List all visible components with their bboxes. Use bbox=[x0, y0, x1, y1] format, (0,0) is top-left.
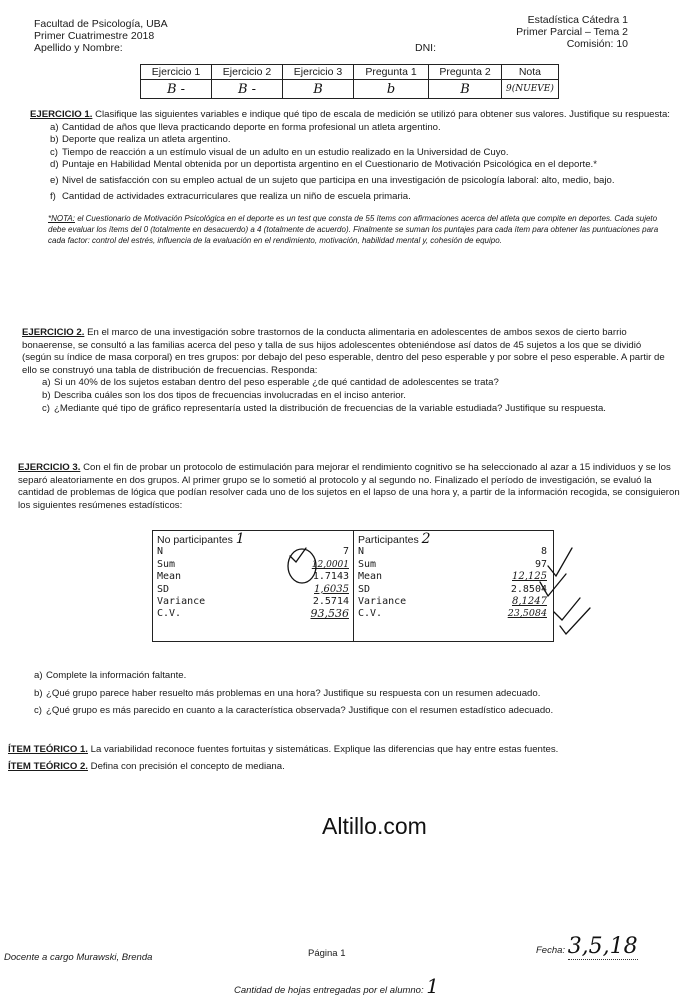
list-item: f) Cantidad de actividades extracurriculares que realiza un niño de escuela primaria. bbox=[50, 190, 411, 202]
sheets-value: 1 bbox=[426, 974, 439, 998]
theory-item-1 bbox=[8, 744, 692, 757]
stat-row: Sum 12,0001 bbox=[157, 558, 349, 570]
date-label: Fecha: bbox=[536, 945, 566, 956]
grade-header-cell: Ejercicio 3 bbox=[283, 65, 354, 80]
final-grade: 9(NUEVE) bbox=[502, 80, 559, 99]
group-2-title: Participantes 2 bbox=[358, 531, 431, 547]
stat-row: C.V. 93,536 bbox=[157, 607, 349, 621]
check-mark bbox=[548, 548, 572, 576]
date-value: 3,5,18 bbox=[567, 934, 638, 959]
group-1-tag: 1 bbox=[235, 531, 245, 547]
footer-date bbox=[536, 934, 638, 959]
theory-1-title: ÍTEM TEÓRICO 1. bbox=[8, 744, 88, 755]
exercise-3-items bbox=[14, 670, 684, 718]
exercise-3-title: EJERCICIO 3. bbox=[18, 462, 81, 473]
check-mark bbox=[560, 608, 590, 634]
stat-row: Variance 8,1247 bbox=[358, 596, 547, 608]
teacher-label: Docente a cargo bbox=[4, 952, 74, 963]
faculty: Facultad de Psicología, UBA bbox=[34, 18, 168, 30]
note-text: el Cuestionario de Motivación Psicológica en el deporte es un test que consta de 55 ítems con afirmaciones acerca del atleta que compite en deportes. Cada sujeto debe evaluar los ítems del 0 (totalmente en desacuerdo) a 4 (totalmente de acuerdo). Finalmente se suman los puntajes para cada ítem para obtener las puntuaciones para cada factor: control del estrés, influencia de la evaluación en el rendimiento, motivación, habilidad mental y, cohesión de equipo. bbox=[48, 214, 659, 246]
grade-value: B bbox=[283, 80, 354, 99]
stat-row: N 8 bbox=[358, 546, 547, 558]
course: Estadística Cátedra 1 bbox=[527, 14, 628, 26]
exercise-1-text: Clasifique las siguientes variables e indique qué tipo de escala de medición se utilizó para obtener sus valores. Justifique su respuesta: bbox=[95, 109, 670, 120]
grade-header-cell: Ejercicio 2 bbox=[212, 65, 283, 80]
list-item: b) Describa cuáles son los dos tipos de frecuencias involucradas en el inciso anterior. bbox=[42, 389, 406, 401]
exam: Primer Parcial – Tema 2 bbox=[516, 26, 628, 38]
grade-value: B bbox=[429, 80, 502, 99]
term: Primer Cuatrimestre 2018 bbox=[34, 30, 155, 42]
exercise-2-title: EJERCICIO 2. bbox=[22, 327, 85, 338]
footer-sheets bbox=[234, 974, 439, 998]
theory-items bbox=[8, 744, 692, 773]
page-number: Página 1 bbox=[308, 948, 346, 959]
check-mark bbox=[554, 598, 580, 620]
exercise-3-text: Con el fin de probar un protocolo de estimulación para mejorar el rendimiento cognitivo se ha seleccionado al azar a 15 individuos y se los separó aleatoriamente en dos grupos. Al primer grupo se lo sometió al protocolo y al segundo no. Finalizado el período de investigación, se evaluó la cantidad de problemas de lógica que podían resolver cada uno de los sujetos en el lapso de una hora y, a partir de la información recogida, se consiguieron los siguientes resúmenes estadísticos: bbox=[18, 462, 680, 511]
watermark: Altillo.com bbox=[322, 813, 427, 839]
list-item: e) Nivel de satisfacción con su empleo actual de un sujeto que participa en una investigación de psicología laboral: alto, medio, bajo. bbox=[50, 174, 615, 186]
list-item: c) ¿Qué grupo es más parecido en cuanto a la característica observada? Justifique con el resumen estadístico adecuado. bbox=[34, 705, 554, 717]
check-mark bbox=[540, 574, 566, 596]
group-1-title: No participantes 1 bbox=[157, 531, 245, 547]
theory-2-text: Defina con precisión el concepto de mediana. bbox=[90, 760, 285, 772]
stat-row: C.V. 23,5084 bbox=[358, 608, 547, 620]
teacher-name: Murawski, Brenda bbox=[76, 952, 153, 963]
list-item: a) Si un 40% de los sujetos estaban dentro del peso esperable ¿de qué cantidad de adolescentes se trata? bbox=[42, 377, 499, 389]
list-item: c) ¿Mediante qué tipo de gráfico representaría usted la distribución de frecuencias de la variable estudiada? Justifique su respuesta. bbox=[42, 402, 606, 414]
grade-header-cell: Pregunta 1 bbox=[354, 65, 429, 80]
theory-1-text: La variabilidad reconoce fuentes fortuitas y sistemáticas. Explique las diferencias que hay entre estas fuentes. bbox=[90, 744, 559, 755]
dni-label: DNI: bbox=[415, 42, 436, 54]
grade-value: B - bbox=[212, 80, 283, 99]
stat-row: Mean 12,125 bbox=[358, 571, 547, 583]
exercise-3-items-block bbox=[14, 670, 684, 718]
list-item: a) Complete la información faltante. bbox=[34, 670, 187, 681]
grade-value: B - bbox=[141, 80, 212, 99]
grade-header-cell: Pregunta 2 bbox=[429, 65, 502, 80]
stat-row: N 7 bbox=[157, 546, 349, 558]
group-2-tag: 2 bbox=[421, 531, 431, 547]
grade-header-cell: Nota bbox=[502, 65, 559, 80]
grade-value: b bbox=[354, 80, 429, 99]
theory-2-title: ÍTEM TEÓRICO 2. bbox=[8, 760, 88, 772]
stat-row: Variance 2.5714 bbox=[157, 596, 349, 608]
list-item: b) ¿Qué grupo parece haber resuelto más problemas en una hora? Justifique su respuesta con un resumen adecuado. bbox=[34, 687, 541, 699]
name-label: Apellido y Nombre: bbox=[34, 42, 123, 54]
sheets-label: Cantidad de hojas entregadas por el alumno: bbox=[234, 985, 424, 996]
theory-item-2 bbox=[8, 761, 692, 774]
list-item: b) Deporte que realiza un atleta argentino. bbox=[50, 134, 231, 146]
note-label: *NOTA: bbox=[48, 214, 75, 224]
stat-row: Mean 1.7143 bbox=[157, 571, 349, 583]
exercise-2-text: En el marco de una investigación sobre trastornos de la conducta alimentaria en adolescentes de ambos sexos de cierto barrio bonaerense, se consultó a las familias acerca del peso y talla de sus hijos adolescentes obteniéndose así datos de 45 sujetos a los que se dividió (según su índice de masa corporal) en tres grupos: por debajo del peso esperable, dentro del peso esperable y por sobre el peso esperable. A partir de ello se construyó una tabla de distribución de frecuencias. Responda: bbox=[22, 327, 665, 376]
exercise-1-title: EJERCICIO 1. bbox=[30, 109, 93, 120]
list-item: d) Puntaje en Habilidad Mental obtenida por un deportista argentino en el Cuestionario de Motivación Psicológica en el deporte.* bbox=[50, 159, 597, 171]
grade-header-cell: Ejercicio 1 bbox=[141, 65, 212, 80]
list-item: c) Tiempo de reacción a un estímulo visual de un adulto en un estudio realizado en la Universidad de Cuyo. bbox=[50, 146, 509, 158]
stat-row: SD 1,6035 bbox=[157, 583, 349, 595]
commission: Comisión: 10 bbox=[566, 38, 628, 50]
stat-row: Sum 97 bbox=[358, 558, 547, 570]
footer-teacher bbox=[4, 952, 152, 963]
stat-row: SD 2.8504 bbox=[358, 583, 547, 595]
list-item: a) Cantidad de años que lleva practicando deporte en forma profesional un atleta argentino. bbox=[50, 121, 441, 133]
